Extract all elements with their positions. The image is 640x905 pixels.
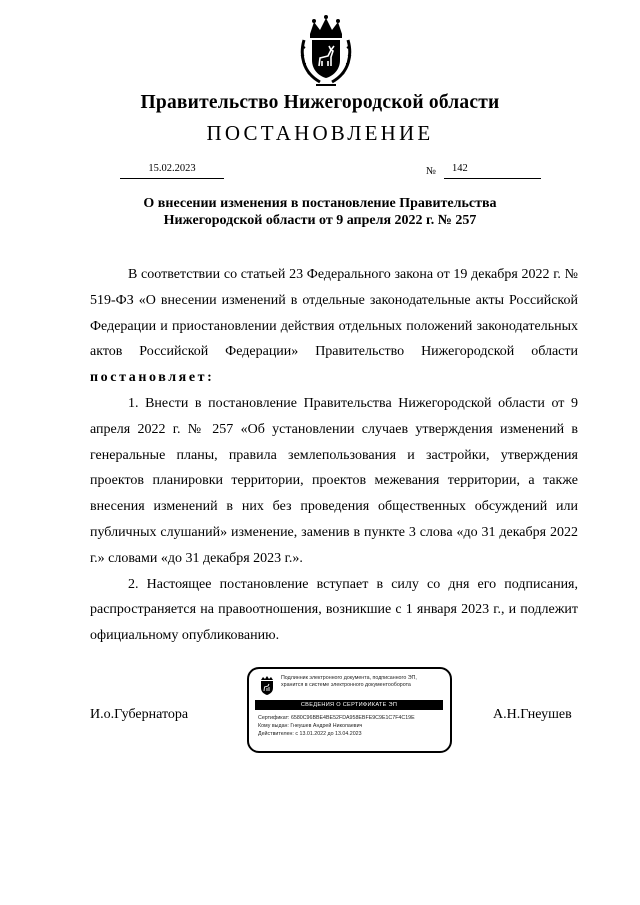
document-date-value: 15.02.2023 [148,163,196,174]
issued-to-value: Гнеушев Андрей Николаевич [290,722,363,729]
subject-line-2: Нижегородской области от 9 апреля 2022 г. № 257 [163,213,477,228]
intro-text: В соответствии со статьей 23 Федерального закона от 19 декабря 2022 г. № 519-ФЗ «О внесении изменений в отдельные законодательные акты Российской Федерации и приостановлении действия отдельных положений законодательных актов Российской Федерации» Правительство Нижегородской области [90,267,578,360]
coat-of-arms-icon [300,14,352,86]
intro-paragraph [90,262,578,391]
stamp-notice-line-2: хранится в системе электронного документооборота [281,681,411,688]
item-2-paragraph: 2. Настоящее постановление вступает в силу со дня его подписания, распространяется на правоотношения, возникшие с 1 января 2023 г., и подлежит официальному опубликованию. [90,576,578,644]
document-number-value: 142 [452,163,468,174]
validity-label: Действителен: [258,730,294,737]
signer-name: А.Н.Гнеушев [493,707,572,722]
certificate-label: Сертификат: [258,715,290,721]
stamp-emblem-icon [259,676,275,696]
certificate-row [258,715,446,723]
electronic-signature-stamp [247,667,452,753]
document-date [120,164,224,179]
issued-to-row [258,723,446,731]
issued-to-label: Кому выдан: [258,722,289,729]
certificate-details [258,715,446,738]
signer-position: И.о.Губернатора [90,707,189,722]
certificate-header: СВЕДЕНИЯ О СЕРТИФИКАТЕ ЭП [255,700,443,710]
government-title: Правительство Нижегородской области [140,92,500,113]
validity-value: с 13.01.2022 до 13.04.2023 [295,730,362,737]
stamp-notice-line-1: Подлинник электронного документа, подписанного ЭП, [281,675,417,681]
document-body [90,262,578,649]
certificate-value: 6580C96BBE4BE52FDA958EBFE9C9E1C7F4C19E [290,715,415,721]
document-subject [110,195,530,229]
item-1-paragraph: 1. Внести в постановление Правительства Нижегородской области от 9 апреля 2022 г. № 257 «Об установлении случаев утверждения изменений в генеральные планы, правила землепользования и застройки, утверждения проектов планировки территории, проектов межевания территории, а также внесения изменений в них без проведения общественных обсуждений или публичных слушаний» изменение, заменив в пункте 3 слова «до 31 декабря 2022 г.» словами «до 31 декабря 2023 г.». [90,395,578,566]
document-type: ПОСТАНОВЛЕНИЕ [206,121,434,145]
validity-row [258,731,446,739]
resolves-word: постановляет: [90,370,215,386]
stamp-notice [281,675,446,688]
subject-line-1: О внесении изменения в постановление Правительства [143,196,497,211]
number-label: № [426,166,437,177]
document-number [444,164,541,179]
